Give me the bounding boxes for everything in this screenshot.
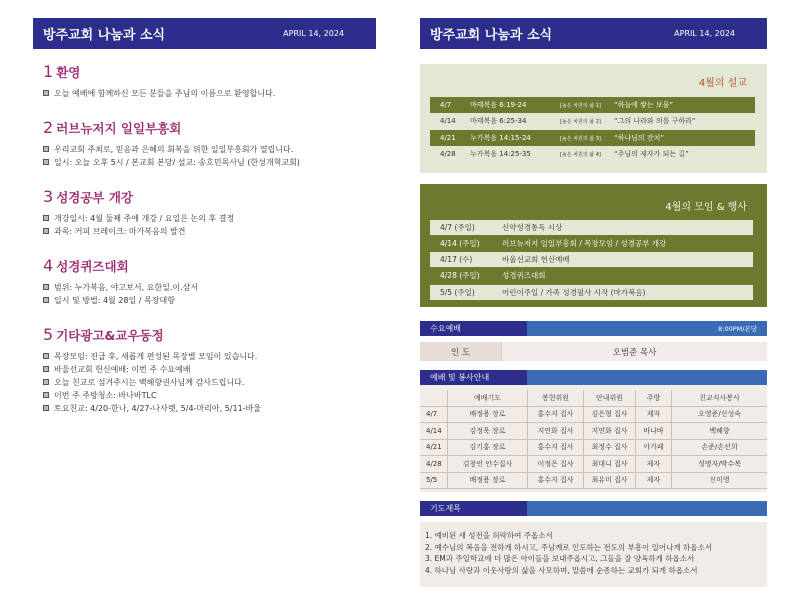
bullet-item: 바울선교회 헌신예배: 이번 주 수요예배 (43, 363, 378, 376)
prayer-label: 기도제목 (420, 501, 527, 516)
events-schedule (420, 184, 767, 307)
prayer-item: 3. EM과 주일학교에 더 많은 아이들을 보내주옵시고, 그들을 잘 양육하게 하옵소서 (425, 554, 695, 563)
table-row: 4/28 김창언 안수집사 이정은 집사 최대니 집사 제자 성명자/박수복 (420, 456, 767, 473)
section-welcome (43, 62, 378, 100)
bullet-item: 이번 주 주방청소: 바나바TLC (43, 389, 378, 402)
sermon-row: 4/7 마태복음 6:19-24 [높은 차원의 삶 1] “하늘에 쌓는 보물” (430, 97, 755, 113)
sermon-row: 4/14 마태복음 6:25-34 [높은 차원의 삶 2] “그의 나라와 의를 구하라” (440, 117, 696, 125)
bullet-square-icon (43, 297, 49, 303)
wednesday-service-bar (420, 321, 767, 336)
header-title: 방주교회 나눔과 소식 (430, 28, 553, 43)
table-row: 5/5 배정용 장로 홍수지 집사 최유미 집사 제자 신미영 (420, 473, 767, 490)
section-title: 성경퀴즈대회 (56, 259, 129, 274)
bullet-item: 개강일시: 4월 둘째 주에 개강 / 요일은 논의 후 결정 (43, 212, 378, 225)
event-row: 4/14 (주일) 러브뉴저지 일일부흥회 / 목장모임 / 성경공부 개강 (440, 239, 667, 248)
prayer-item: 1. 예비된 새 성전을 허락하여 주옵소서 (425, 531, 553, 540)
section-revival (43, 118, 378, 169)
wednesday-time: 8:00PM/본당 (527, 321, 767, 336)
bullet-square-icon (43, 215, 49, 221)
service-guide-label: 예배 및 봉사안내 (420, 370, 527, 385)
bullet-square-icon (43, 353, 49, 359)
bullet-item: 목장모임: 진급 후, 새롭게 편성된 목장별 모임이 있습니다. (43, 350, 378, 363)
bullet-item: 일시: 오늘 오후 5시 / 본교회 본당/ 설교: 송호민목사님 (한성개혁교회) (43, 156, 378, 169)
section-number: 4 (43, 256, 54, 275)
bullet-square-icon (43, 159, 49, 165)
section-title: 환영 (56, 65, 81, 80)
right-header (420, 18, 767, 49)
section-bible-study (43, 187, 378, 238)
bullet-item: 토요친교: 4/20-한나, 4/27-나사렛, 5/4-마리아, 5/11-바울 (43, 402, 378, 415)
table-row: 4/7 배정용 장로 홍수지 집사 김은형 집사 제자 오영준/신성숙 (420, 407, 767, 424)
wednesday-label: 수요예배 (420, 321, 527, 336)
sermon-row: 4/28 누가복음 14:25-35 [높은 차원의 삶 4] “주님의 제자가 되는 길” (440, 150, 689, 158)
event-row: 4/28 (주일) 성경퀴즈대회 (440, 271, 546, 280)
leader-label: 인 도 (420, 342, 501, 361)
leader-name: 오범준 목사 (501, 342, 767, 361)
prayer-item: 4. 하나님 사랑과 이웃사랑의 삶을 사모하며, 말씀에 순종하는 교회가 되게 하옵소서 (425, 565, 698, 575)
sermon-title: 4월의 설교 (698, 78, 747, 89)
table-row: 4/14 김정욱 장로 지연화 집사 지연화 집사 바나바 백혜향 (420, 423, 767, 440)
section-number: 2 (43, 118, 54, 137)
section-other-news (43, 325, 378, 415)
bullet-item: 오늘 친교로 섬겨주시는 백혜향권사님께 감사드립니다. (43, 376, 378, 389)
table-header-row: 예배기도 봉헌위원 안내위원 주방 친교식사봉사 (420, 390, 767, 407)
bullet-square-icon (43, 379, 49, 385)
service-table (420, 385, 767, 492)
table-row: 4/21 김기홍 장로 홍수지 집사 최정수 집사 아가페 손준/손선희 (420, 440, 767, 457)
header-title: 방주교회 나눔과 소식 (43, 28, 166, 43)
bullet-square-icon (43, 284, 49, 290)
event-row: 4/7 (주일) 신약성경통독 시상 (430, 220, 753, 235)
bullet-square-icon (43, 146, 49, 152)
sermon-row: 4/21 누가복음 14:15-24 [높은 차원의 삶 3] “하나님의 잔치” (430, 130, 755, 146)
section-number: 1 (43, 62, 54, 81)
bullet-square-icon (43, 228, 49, 234)
prayer-item: 2. 예수님의 복음을 전하게 하시고, 주님께로 인도하는 전도의 부흥이 일어나게 하옵소서 (425, 542, 712, 552)
wednesday-leader-row (420, 342, 767, 361)
bullet-item: 과목: 커피 브레이크: 마가복음의 발견 (43, 225, 378, 238)
bullet-square-icon (43, 366, 49, 372)
bullet-item: 범위: 누가복음, 야고보서, 요한일.이.삼서 (43, 281, 378, 294)
announcements (43, 62, 378, 429)
bullet-item: 일시 및 방법: 4월 28일 / 목장대항 (43, 294, 378, 307)
event-row: 5/5 (주일) 어린이주일 / 가족 성경필사 시작 (마가복음) (430, 285, 753, 300)
bullet-item: 우리교회 주최로, 믿음과 은혜의 회복을 위한 일일부흥회가 열립니다. (43, 143, 378, 156)
prayer-bar (420, 501, 767, 516)
service-guide-bar (420, 370, 767, 385)
section-title: 성경공부 개강 (56, 190, 133, 205)
section-number: 3 (43, 187, 54, 206)
left-header (33, 18, 376, 49)
section-number: 5 (43, 325, 54, 344)
section-bible-quiz (43, 256, 378, 307)
event-row: 4/17 (수) 바울선교회 헌신예배 (430, 252, 753, 267)
header-date: APRIL 14, 2024 (674, 29, 735, 38)
header-date: APRIL 14, 2024 (283, 29, 344, 38)
sermon-schedule (420, 64, 767, 173)
bullet-square-icon (43, 90, 49, 96)
bullet-item: 오늘 예배에 함께하신 모든 분들을 주님의 이름으로 환영합니다. (43, 87, 378, 100)
bullet-square-icon (43, 405, 49, 411)
prayer-list (420, 522, 767, 587)
section-title: 기타광고&교우동정 (56, 328, 164, 343)
section-title: 러브뉴저지 일일부흥회 (56, 121, 182, 136)
events-title: 4월의 모임 & 행사 (665, 202, 747, 213)
bullet-square-icon (43, 392, 49, 398)
